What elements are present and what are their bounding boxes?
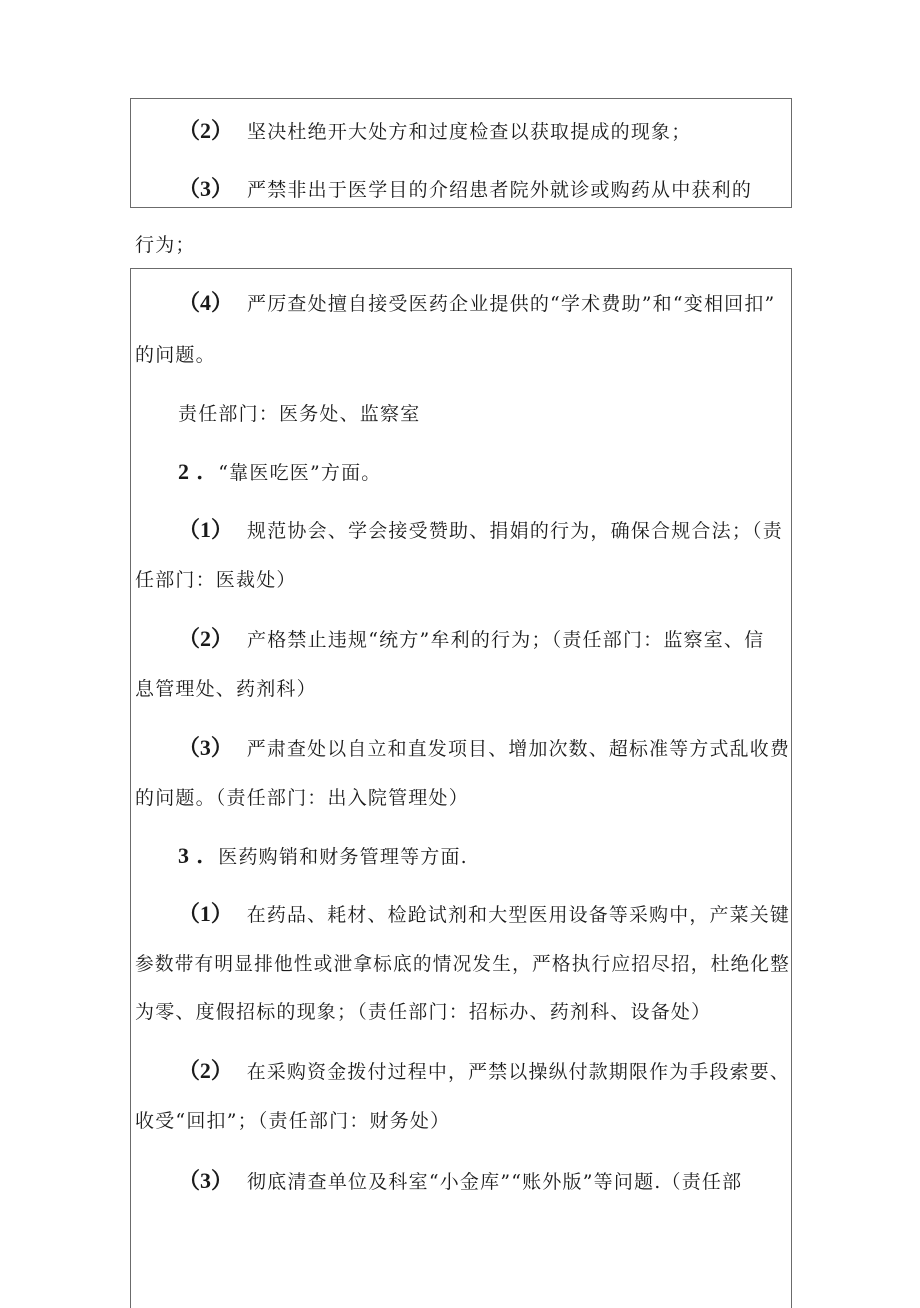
item-number: （2） bbox=[178, 118, 234, 143]
item-text: 坚决杜绝开大处方和过度检查以获取提成的现象； bbox=[247, 121, 692, 143]
section-dot: ． bbox=[196, 843, 219, 868]
list-item bbox=[178, 1170, 742, 1193]
item-text-continued: 息管理处、药剂科） bbox=[135, 678, 317, 700]
item-number: （1） bbox=[178, 901, 233, 926]
item-text-continued: 的问题。（责任部门：出入院管理处） bbox=[135, 787, 469, 809]
item-text: 严厉查处擅自接受医药企业提供的“学术费助”和“变相回扣” bbox=[247, 293, 776, 315]
item-text: 产格禁止违规“统方”牟利的行为；（责任部门：监察室、信 bbox=[247, 629, 765, 651]
item-number: （4） bbox=[178, 290, 234, 315]
item-text-continued: 任部门：医裁处） bbox=[135, 569, 297, 591]
item-number: （3） bbox=[178, 735, 233, 760]
paragraph-continuation: 行为； bbox=[135, 234, 196, 256]
item-number: （3） bbox=[178, 176, 234, 201]
section-number: 3 bbox=[178, 843, 189, 868]
item-text: 在药品、耗材、检跄试剂和大型医用设备等采购中，产菜关键 bbox=[246, 904, 791, 926]
item-text-continued: 为零、度假招标的现象；（责任部门：招标办、药剂科、设备处） bbox=[135, 1001, 712, 1023]
section-title: “靠医吃医”方面。 bbox=[218, 462, 382, 484]
item-number: （2） bbox=[178, 1058, 233, 1083]
section-heading bbox=[178, 461, 382, 484]
item-text: 彻底清查单位及科室“小金库”“账外版”等问题.（责任部 bbox=[247, 1171, 743, 1193]
section-number: 2 bbox=[178, 459, 189, 484]
list-item bbox=[178, 1060, 790, 1083]
section-title: 医药购销和财务管理等方面. bbox=[218, 846, 468, 868]
item-text-continued: 参数带有明显排他性或泄拿标底的情况发生，严格执行应招尽招，杜绝化整 bbox=[135, 953, 791, 975]
item-number: （3） bbox=[178, 1168, 234, 1193]
list-item bbox=[178, 628, 764, 651]
list-item bbox=[178, 737, 790, 760]
item-text: 规范协会、学会接受赞助、捐娟的行为，确保合规合法；（责 bbox=[247, 520, 783, 542]
list-item bbox=[178, 120, 691, 143]
item-text: 在采购资金拨付过程中，严禁以操纵付款期限作为手段索要、 bbox=[246, 1061, 791, 1083]
item-text: 严禁非出于医学目的介绍患者院外就诊或购药从中获利的 bbox=[247, 179, 753, 201]
item-number: （2） bbox=[178, 626, 234, 651]
list-item bbox=[178, 178, 752, 201]
list-item bbox=[178, 519, 783, 542]
list-item bbox=[178, 292, 775, 315]
list-item bbox=[178, 903, 790, 926]
responsible-department: 责任部门：医务处、监察室 bbox=[178, 403, 421, 425]
item-number: （1） bbox=[178, 517, 234, 542]
item-text-continued: 收受“回扣”；（责任部门：财务处） bbox=[135, 1110, 451, 1132]
section-heading bbox=[178, 845, 468, 868]
item-text: 严肃查处以自立和直发项目、增加次数、超标准等方式乱收费 bbox=[246, 738, 791, 760]
section-dot: ． bbox=[196, 459, 219, 484]
item-text-continued: 的问题。 bbox=[135, 344, 216, 366]
